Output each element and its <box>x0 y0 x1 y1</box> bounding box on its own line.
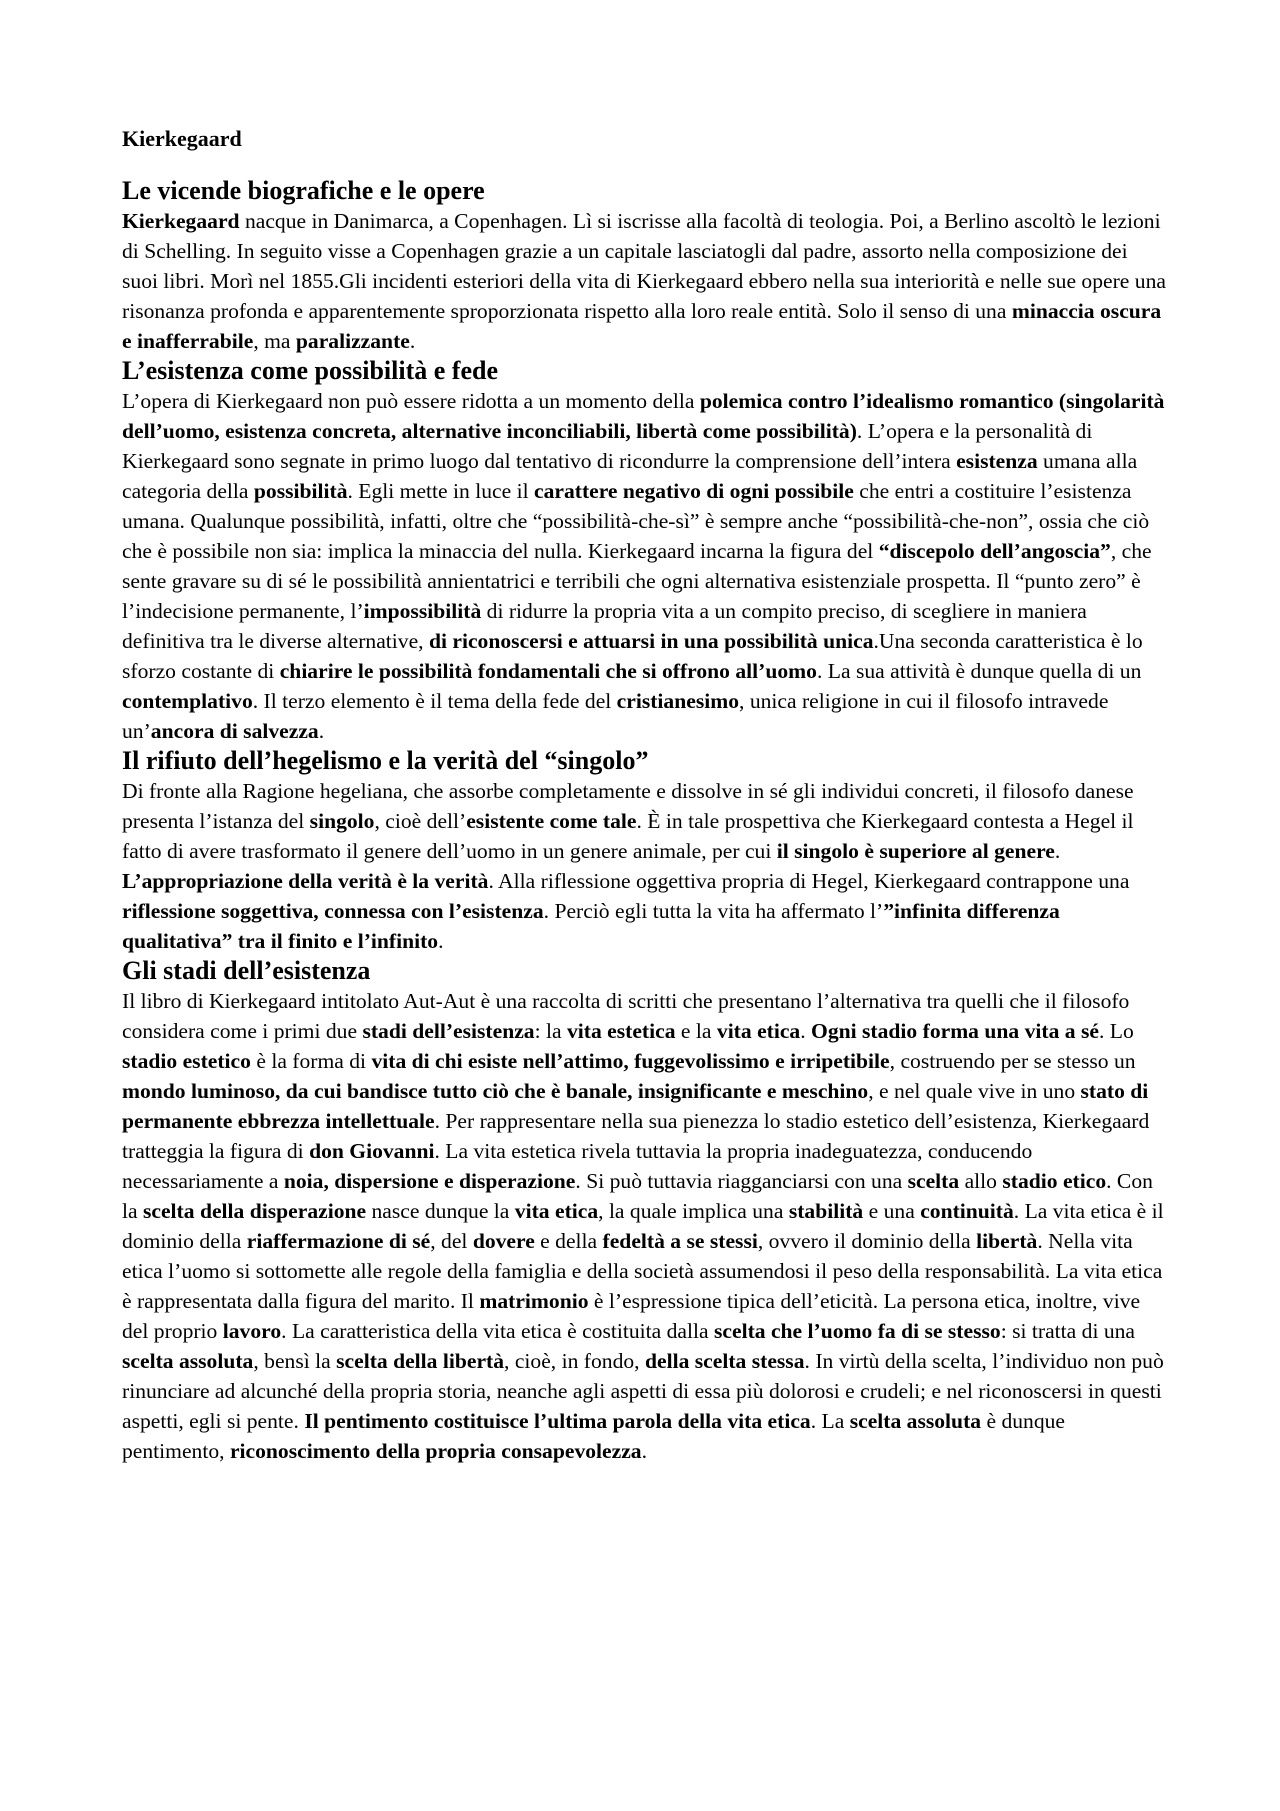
bold-text-run: scelta che l’uomo fa di se stesso <box>714 1319 1001 1343</box>
text-run: . La vita etica è il dominio della <box>122 1199 1164 1253</box>
text-run: . Nella vita etica l’uomo si sottomette alle regole della famiglia e della società assumendosi il peso della responsabilità. La vita etica è rappresentata dalla figura del marito. Il <box>122 1229 1163 1313</box>
bold-text-run: scelta assoluta <box>849 1409 982 1433</box>
section-paragraph <box>122 776 1168 956</box>
text-run: . La <box>810 1409 850 1433</box>
section-hegelism-rejection <box>122 746 1168 956</box>
text-run: è la forma di <box>250 1049 372 1073</box>
bold-text-run: cristianesimo <box>616 689 740 713</box>
bold-text-run: ancora di salvezza <box>150 719 319 743</box>
text-run: e della <box>534 1229 603 1253</box>
text-run: . Lo <box>1098 1019 1134 1043</box>
bold-text-run: don Giovanni <box>309 1139 435 1163</box>
bold-text-run: Kierkegaard <box>122 209 240 233</box>
bold-text-run: Ogni stadio forma una vita a sé <box>811 1019 1099 1043</box>
text-run: , costruendo per se stesso un <box>889 1049 1136 1073</box>
document-page <box>122 124 1168 1466</box>
bold-text-run: il singolo è superiore al genere <box>776 839 1055 863</box>
bold-text-run: stadio estetico <box>122 1049 251 1073</box>
text-run: : si tratta di una <box>1000 1319 1136 1343</box>
text-run: . È in tale prospettiva che Kierkegaard contesta a Hegel il fatto di avere trasformato il genere dell’uomo in un genere animale, per cui <box>122 809 1134 863</box>
bold-text-run: continuità <box>920 1199 1014 1223</box>
text-run: umana alla categoria della <box>122 449 1138 503</box>
bold-text-run: dovere <box>472 1229 535 1253</box>
text-run: . Egli mette in luce il <box>347 479 534 503</box>
bold-text-run: stadi dell’esistenza <box>362 1019 535 1043</box>
bold-text-run: vita etica <box>514 1199 599 1223</box>
bold-text-run: Il pentimento costituisce l’ultima parola della vita etica <box>304 1409 811 1433</box>
text-run: , unica religione in cui il filosofo intravede un’ <box>122 689 1109 743</box>
text-run: . La vita estetica rivela tuttavia la propria inadeguatezza, conducendo necessariamente a <box>122 1139 1033 1193</box>
text-run: nasce dunque la <box>366 1199 515 1223</box>
text-run: . In virtù della scelta, l’individuo non può rinunciare ad alcunché della propria storia, neanche agli aspetti di essa più dolorosi e crudeli; e nel riconoscersi in questi aspetti, egli si pente. <box>122 1349 1164 1433</box>
text-run: che entri a costituire l’esistenza umana. Qualunque possibilità, infatti, oltre che “possibilità-che-sì” è sempre anche “possibilità-che-non”, ossia che ciò che è possibile non sia: implica la minaccia del nulla. Kierkegaard incarna la figura del <box>122 479 1150 563</box>
bold-text-run: stabilità <box>788 1199 864 1223</box>
text-run: . <box>641 1439 647 1463</box>
text-run: L’opera di Kierkegaard non può essere ridotta a un momento della <box>122 389 700 413</box>
text-run: . <box>318 719 325 743</box>
text-run: e la <box>675 1019 717 1043</box>
text-run: , bensì la <box>253 1349 337 1373</box>
text-run: , del <box>430 1229 473 1253</box>
bold-text-run: scelta <box>907 1169 960 1193</box>
bold-text-run: chiarire le possibilità fondamentali che si offrono all’uomo <box>279 659 817 683</box>
bold-text-run: L’appropriazione della verità è la verità <box>122 869 489 893</box>
bold-text-run: minaccia oscura e inafferrabile <box>122 299 1162 353</box>
text-run: , ma <box>253 329 296 353</box>
text-run: Il libro di Kierkegaard intitolato Aut-Aut è una raccolta di scritti che presentano l’alternativa tra quelli che il filosofo considera come i primi due <box>122 989 1130 1043</box>
document-title: Kierkegaard <box>122 126 242 151</box>
bold-text-run: vita etica <box>716 1019 801 1043</box>
section-existence-possibility <box>122 356 1168 746</box>
section-heading: Il rifiuto dell’hegelismo e la verità del “singolo” <box>122 746 649 775</box>
bold-text-run: impossibilità <box>363 599 482 623</box>
section-biography <box>122 176 1168 356</box>
text-run: . L’opera e la personalità di Kierkegaard sono segnate in primo luogo dal tentativo di ricondurre la comprensione dell’intera <box>122 419 1093 473</box>
text-run: . Si può tuttavia riagganciarsi con una <box>575 1169 908 1193</box>
bold-text-run: stadio etico <box>1002 1169 1107 1193</box>
text-run: allo <box>959 1169 1003 1193</box>
text-run: . <box>438 929 444 953</box>
section-heading: Le vicende biografiche e le opere <box>122 176 485 205</box>
bold-text-run: libertà <box>976 1229 1038 1253</box>
bold-text-run: paralizzante <box>295 329 410 353</box>
text-run: , cioè, in fondo, <box>504 1349 645 1373</box>
text-run: . Con la <box>122 1169 1153 1223</box>
text-run: . <box>800 1019 812 1043</box>
bold-text-run: riaffermazione di sé <box>246 1229 431 1253</box>
text-run: , ovvero il dominio della <box>757 1229 977 1253</box>
section-paragraph <box>122 986 1168 1466</box>
bold-text-run: riconoscimento della propria consapevolezza <box>229 1439 642 1463</box>
bold-text-run: stato di permanente ebbrezza intellettuale <box>122 1079 1149 1133</box>
bold-text-run: vita di chi esiste nell’attimo, fuggevolissimo e irripetibile <box>371 1049 890 1073</box>
bold-text-run: della scelta stessa <box>644 1349 805 1373</box>
text-run: . Alla riflessione oggettiva propria di Hegel, Kierkegaard contrappone una <box>488 869 1130 893</box>
text-run: . Per rappresentare nella sua pienezza lo stadio estetico dell’esistenza, Kierkegaard tratteggia la figura di <box>122 1109 1150 1163</box>
text-run: di ridurre la propria vita a un compito preciso, di scegliere in maniera definitiva tra le diverse alternative, <box>122 599 1087 653</box>
bold-text-run: scelta assoluta <box>122 1349 254 1373</box>
text-run: . Il terzo elemento è il tema della fede del <box>252 689 617 713</box>
bold-text-run: scelta della disperazione <box>142 1199 367 1223</box>
bold-text-run: esistenza <box>956 449 1038 473</box>
text-run: . <box>409 329 416 353</box>
text-run: , cioè dell’ <box>374 809 467 833</box>
text-run: . Perciò egli tutta la vita ha affermato l’ <box>543 899 884 923</box>
bold-text-run: di riconoscersi e attuarsi in una possibilità unica <box>428 629 874 653</box>
bold-text-run: mondo luminoso, da cui bandisce tutto ciò che è banale, insignificante e meschino <box>122 1079 869 1103</box>
text-run: , e nel quale vive in uno <box>868 1079 1081 1103</box>
text-run: è dunque pentimento, <box>122 1409 1066 1463</box>
text-run: . <box>1054 839 1061 863</box>
bold-text-run: vita estetica <box>566 1019 676 1043</box>
section-paragraph <box>122 206 1168 356</box>
bold-text-run: polemica contro l’idealismo romantico (singolarità dell’uomo, esistenza concreta, alternative inconciliabili, libertà come possibilità) <box>122 389 1165 443</box>
bold-text-run: esistente come tale <box>466 809 637 833</box>
bold-text-run: “discepolo dell’angoscia” <box>878 539 1111 563</box>
bold-text-run: carattere negativo di ogni possibile <box>534 479 854 503</box>
text-run: . La sua attività è dunque quella di un <box>816 659 1142 683</box>
text-run: : la <box>534 1019 567 1043</box>
text-run: è l’espressione tipica dell’eticità. La persona etica, inoltre, vive del proprio <box>122 1289 1141 1343</box>
text-run: nacque in Danimarca, a Copenhagen. Lì si iscrisse alla facoltà di teologia. Poi, a Berlino ascoltò le lezioni di Schelling. In seguito visse a Copenhagen grazie a un capitale lasciatogli dal padre, assorto nella composizione dei suoi libri. Morì nel 1855.Gli incidenti esteriori della vita di Kierkegaard ebbero nella sua interiorità e nelle sue opere una risonanza profonda e apparentemente sproporzionata rispetto alla loro reale entità. Solo il senso di una <box>122 209 1166 323</box>
text-run: . La caratteristica della vita etica è costituita dalla <box>281 1319 714 1343</box>
bold-text-run: noia, dispersione e disperazione <box>283 1169 576 1193</box>
bold-text-run: matrimonio <box>479 1289 589 1313</box>
bold-text-run: scelta della libertà <box>336 1349 505 1373</box>
section-stages-existence <box>122 956 1168 1466</box>
bold-text-run: singolo <box>309 809 375 833</box>
text-run: .Una seconda caratteristica è lo sforzo costante di <box>122 629 1143 683</box>
text-run: e una <box>863 1199 921 1223</box>
text-run: , che sente gravare su di sé le possibilità annientatrici e terribili che ogni alternativa esistenziale prospetta. Il “punto zero” è l’indecisione permanente, l’ <box>122 539 1152 623</box>
text-run: , la quale implica una <box>598 1199 789 1223</box>
bold-text-run: lavoro <box>222 1319 282 1343</box>
bold-text-run: fedeltà a se stessi <box>602 1229 758 1253</box>
bold-text-run: possibilità <box>253 479 348 503</box>
section-heading: Gli stadi dell’esistenza <box>122 956 371 985</box>
text-run: Di fronte alla Ragione hegeliana, che assorbe completamente e dissolve in sé gli individui concreti, il filosofo danese presenta l’istanza del <box>122 779 1134 833</box>
section-heading: L’esistenza come possibilità e fede <box>122 356 498 385</box>
section-paragraph <box>122 386 1168 746</box>
bold-text-run: riflessione soggettiva, connessa con l’esistenza <box>122 899 544 923</box>
bold-text-run: ”infinita differenza qualitativa” tra il finito e l’infinito <box>122 899 1060 953</box>
bold-text-run: contemplativo <box>122 689 253 713</box>
